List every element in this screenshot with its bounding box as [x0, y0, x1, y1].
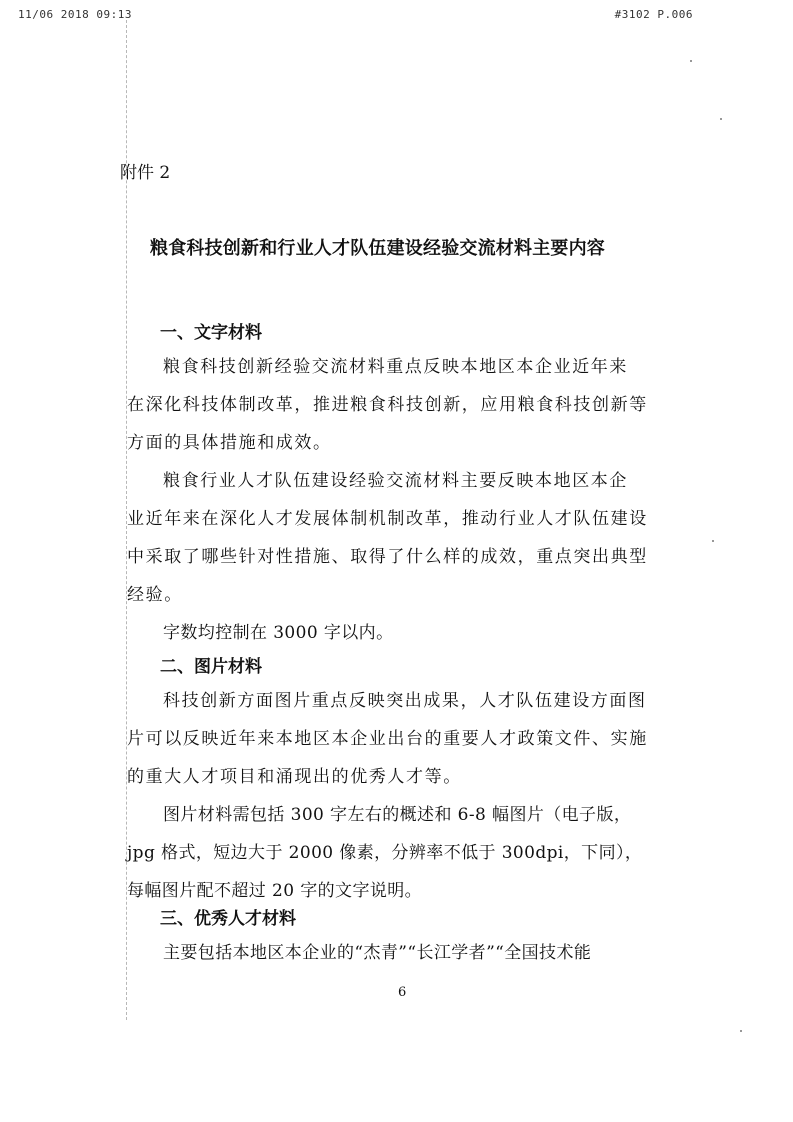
attachment-label: 附件 2 — [120, 163, 171, 183]
section-heading-text-materials: 一、文字材料 — [160, 323, 262, 343]
scan-speck — [720, 118, 722, 120]
paragraph-line: jpg 格式，短边大于 2000 像素，分辨率不低于 300dpi，下同）， — [127, 843, 643, 863]
paragraph-line: 科技创新方面图片重点反映突出成果，人才队伍建设方面图 — [163, 691, 647, 711]
paragraph-line: 粮食科技创新经验交流材料重点反映本地区本企业近年来 — [163, 357, 628, 377]
fax-page-ref: #3102 P.006 — [614, 8, 693, 21]
paragraph-line: 业近年来在深化人才发展体制机制改革，推动行业人才队伍建设 — [127, 509, 648, 529]
paragraph-line: 经验。 — [127, 585, 183, 605]
paragraph-line: 字数均控制在 3000 字以内。 — [163, 623, 394, 643]
fax-datetime: 11/06 2018 09:13 — [18, 8, 132, 21]
scan-speck — [712, 540, 714, 542]
page-number: 6 — [398, 985, 407, 1000]
scan-speck — [740, 1030, 742, 1032]
paragraph-line: 方面的具体措施和成效。 — [127, 433, 332, 453]
paragraph-line: 图片材料需包括 300 字左右的概述和 6-8 幅图片（电子版， — [163, 805, 632, 825]
section-heading-image-materials: 二、图片材料 — [160, 657, 262, 677]
document-title: 粮食科技创新和行业人才队伍建设经验交流材料主要内容 — [150, 238, 605, 259]
scan-speck — [690, 60, 692, 62]
paragraph-line: 主要包括本地区本企业的“杰青”“长江学者”“全国技术能 — [163, 943, 592, 963]
paragraph-line: 的重大人才项目和涌现出的优秀人才等。 — [127, 767, 462, 787]
paragraph-line: 中采取了哪些针对性措施、取得了什么样的成效，重点突出典型 — [127, 547, 648, 567]
section-heading-talent-materials: 三、优秀人才材料 — [160, 909, 296, 929]
paragraph-line: 每幅图片配不超过 20 字的文字说明。 — [127, 881, 423, 901]
paragraph-line: 粮食行业人才队伍建设经验交流材料主要反映本地区本企 — [163, 471, 628, 491]
paragraph-line: 在深化科技体制改革，推进粮食科技创新，应用粮食科技创新等 — [127, 395, 648, 415]
paragraph-line: 片可以反映近年来本地区本企业出台的重要人才政策文件、实施 — [127, 729, 648, 749]
